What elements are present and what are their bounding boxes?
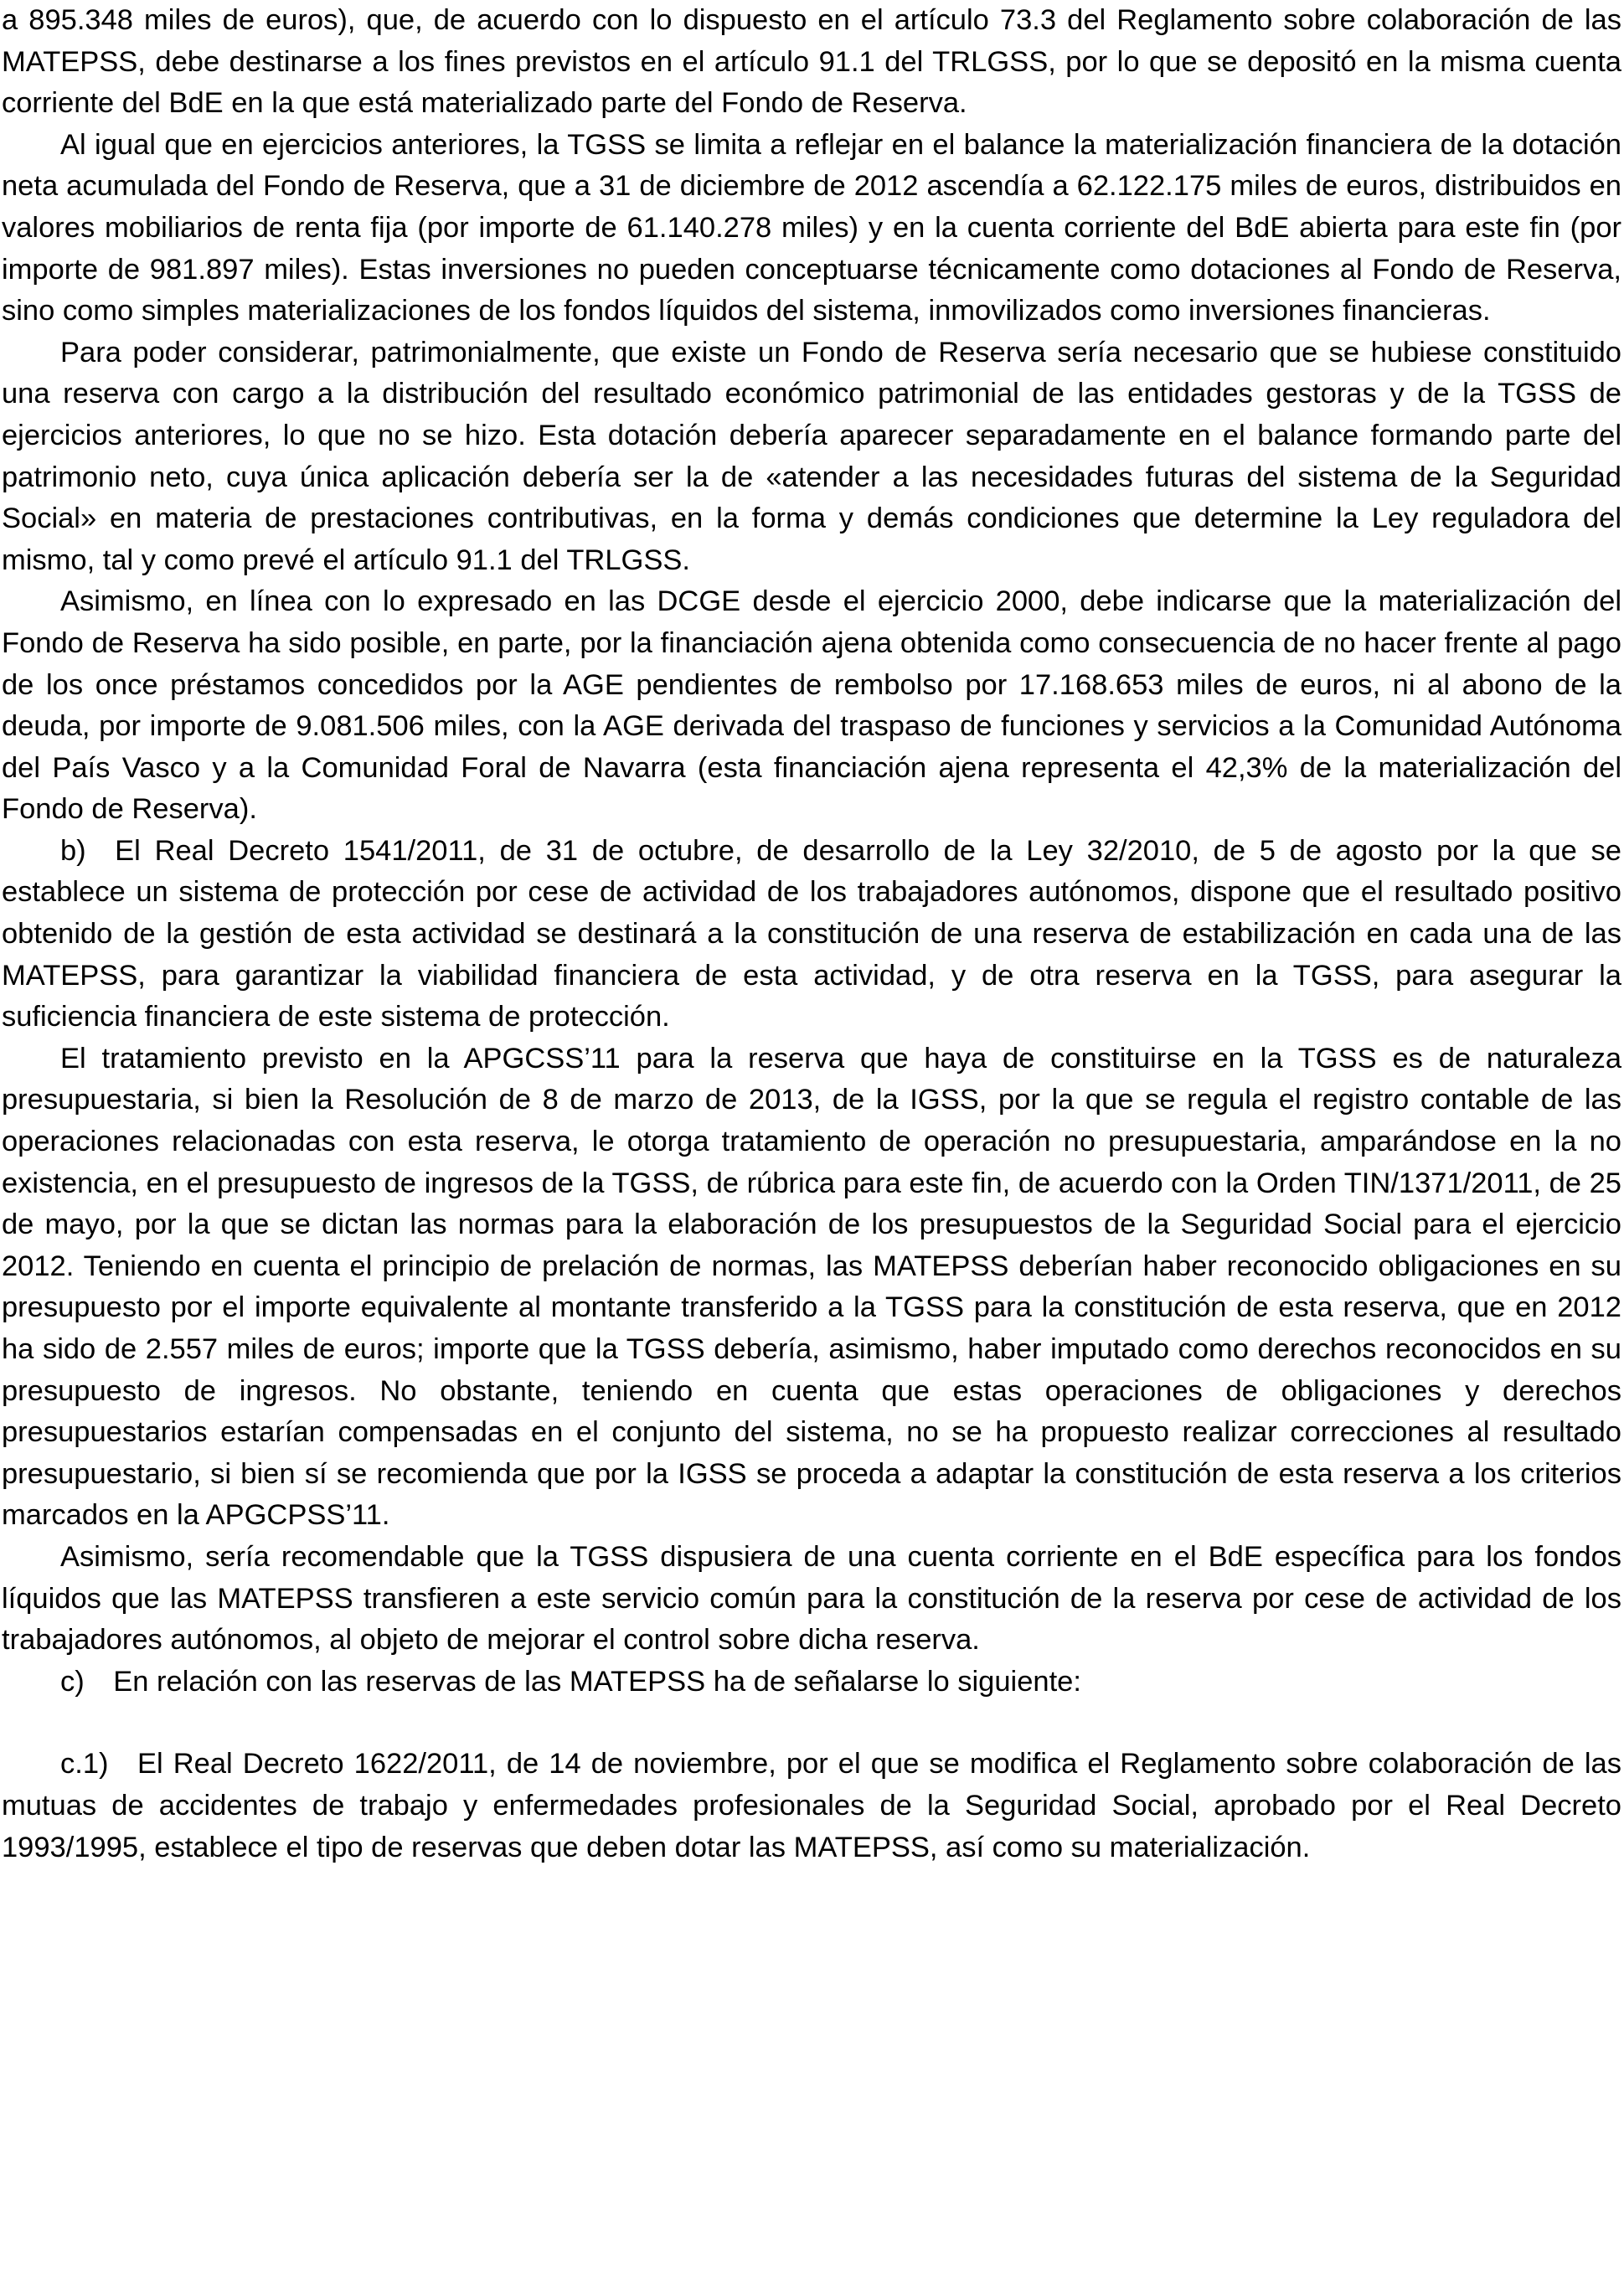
paragraph-continuation: a 895.348 miles de euros), que, de acuerdo con lo dispuesto en el artículo 73.3 del Reglamento sobre colaboración de las MATEPSS, debe destinarse a los fines previstos en el artículo 91.1 del TRLGSS, por lo que se depositó en la misma cuenta corriente del BdE en la que está materializado parte del Fondo de Reserva. <box>2 4 1621 120</box>
paragraph-item-c1: c.1) El Real Decreto 1622/2011, de 14 de noviembre, por el que se modifica el Reglamento sobre colaboración de las mutuas de accidentes de trabajo y enfermedades profesionales de la Seguridad Social, aprobado por el Real Decreto 1993/1995, establece el tipo de reservas que deben dotar las MATEPSS, así como su materialización. <box>2 1748 1621 1863</box>
paragraph-cuenta-corriente: Asimismo, sería recomendable que la TGSS dispusiera de una cuenta corriente en el BdE específica para los fondos líquidos que las MATEPSS transfieren a este servicio común para la constitución de la reserva por cese de actividad de los trabajadores autónomos, al objeto de mejorar el control sobre dicha reserva. <box>2 1540 1621 1657</box>
paragraph-item-c: c) En relación con las reservas de las MATEPSS ha de señalarse lo siguiente: <box>60 1665 1081 1698</box>
paragraph-financiacion-ajena: Asimismo, en línea con lo expresado en las DCGE desde el ejercicio 2000, debe indicarse que la materialización del Fondo de Reserva ha sido posible, en parte, por la financiación ajena obtenida como consecuencia de no hacer frente al pago de los once préstamos concedidos por la AGE pendientes de rembolso por 17.168.653 miles de euros, ni al abono de la deuda, por importe de 9.081.506 miles, con la AGE derivada del traspaso de funciones y servicios a la Comunidad Autónoma del País Vasco y a la Comunidad Foral de Navarra (esta financiación ajena representa el 42,3% de la materialización del Fondo de Reserva). <box>2 585 1621 826</box>
paragraph-item-b: b) El Real Decreto 1541/2011, de 31 de octubre, de desarrollo de la Ley 32/2010, de 5 de agosto por la que se establece un sistema de protección por cese de actividad de los trabajadores autónomos, dispone que el resultado positivo obtenido de la gestión de esta actividad se destinará a la constitución de una reserva de estabilización en cada una de las MATEPSS, para garantizar la viabilidad financiera de esta actividad, y de otra reserva en la TGSS, para asegurar la suficiencia financiera de este sistema de protección. <box>2 834 1621 1033</box>
paragraph-fondo-reserva-balance: Al igual que en ejercicios anteriores, la TGSS se limita a reflejar en el balance la materialización financiera de la dotación neta acumulada del Fondo de Reserva, que a 31 de diciembre de 2012 ascendía a 62.122.175 miles de euros, distribuidos en valores mobiliarios de renta fija (por importe de 61.140.278 miles) y en la cuenta corriente del BdE abierta para este fin (por importe de 981.897 miles). Estas inversiones no pueden conceptuarse técnicamente como dotaciones al Fondo de Reserva, sino como simples materializaciones de los fondos líquidos del sistema, inmovilizados como inversiones financieras. <box>2 128 1621 327</box>
paragraph-patrimonio-neto: Para poder considerar, patrimonialmente, que existe un Fondo de Reserva sería necesario que se hubiese constituido una reserva con cargo a la distribución del resultado económico patrimonial de las entidades gestoras y de la TGSS de ejercicios anteriores, lo que no se hizo. Esta dotación debería aparecer separadamente en el balance formando parte del patrimonio neto, cuya única aplicación debería ser la de «atender a las necesidades futuras del sistema de la Seguridad Social» en materia de prestaciones contributivas, en la forma y demás condiciones que determine la Ley reguladora del mismo, tal y como prevé el artículo 91.1 del TRLGSS. <box>2 336 1621 576</box>
paragraph-tratamiento-apgcss: El tratamiento previsto en la APGCSS’11 para la reserva que haya de constituirse en la TGSS es de naturaleza presupuestaria, si bien la Resolución de 8 de marzo de 2013, de la IGSS, por la que se regula el registro contable de las operaciones relacionadas con esta reserva, le otorga tratamiento de operación no presupuestaria, amparándose en la no existencia, en el presupuesto de ingresos de la TGSS, de rúbrica para este fin, de acuerdo con la Orden TIN/1371/2011, de 25 de mayo, por la que se dictan las normas para la elaboración de los presupuestos de la Seguridad Social para el ejercicio 2012. Teniendo en cuenta el principio de prelación de normas, las MATEPSS deberían haber reconocido obligaciones en su presupuesto por el importe equivalente al montante transferido a la TGSS para la constitución de esta reserva, que en 2012 ha sido de 2.557 miles de euros; importe que la TGSS debería, asimismo, haber imputado como derechos reconocidos en su presupuesto de ingresos. No obstante, teniendo en cuenta que estas operaciones de obligaciones y derechos presupuestarios estarían compensadas en el conjunto del sistema, no se ha propuesto realizar correcciones al resultado presupuestario, si bien sí se recomienda que por la IGSS se proceda a adaptar la constitución de esta reserva a los criterios marcados en la APGCPSS’11. <box>2 1042 1621 1532</box>
document-page <box>2 0 1621 1868</box>
